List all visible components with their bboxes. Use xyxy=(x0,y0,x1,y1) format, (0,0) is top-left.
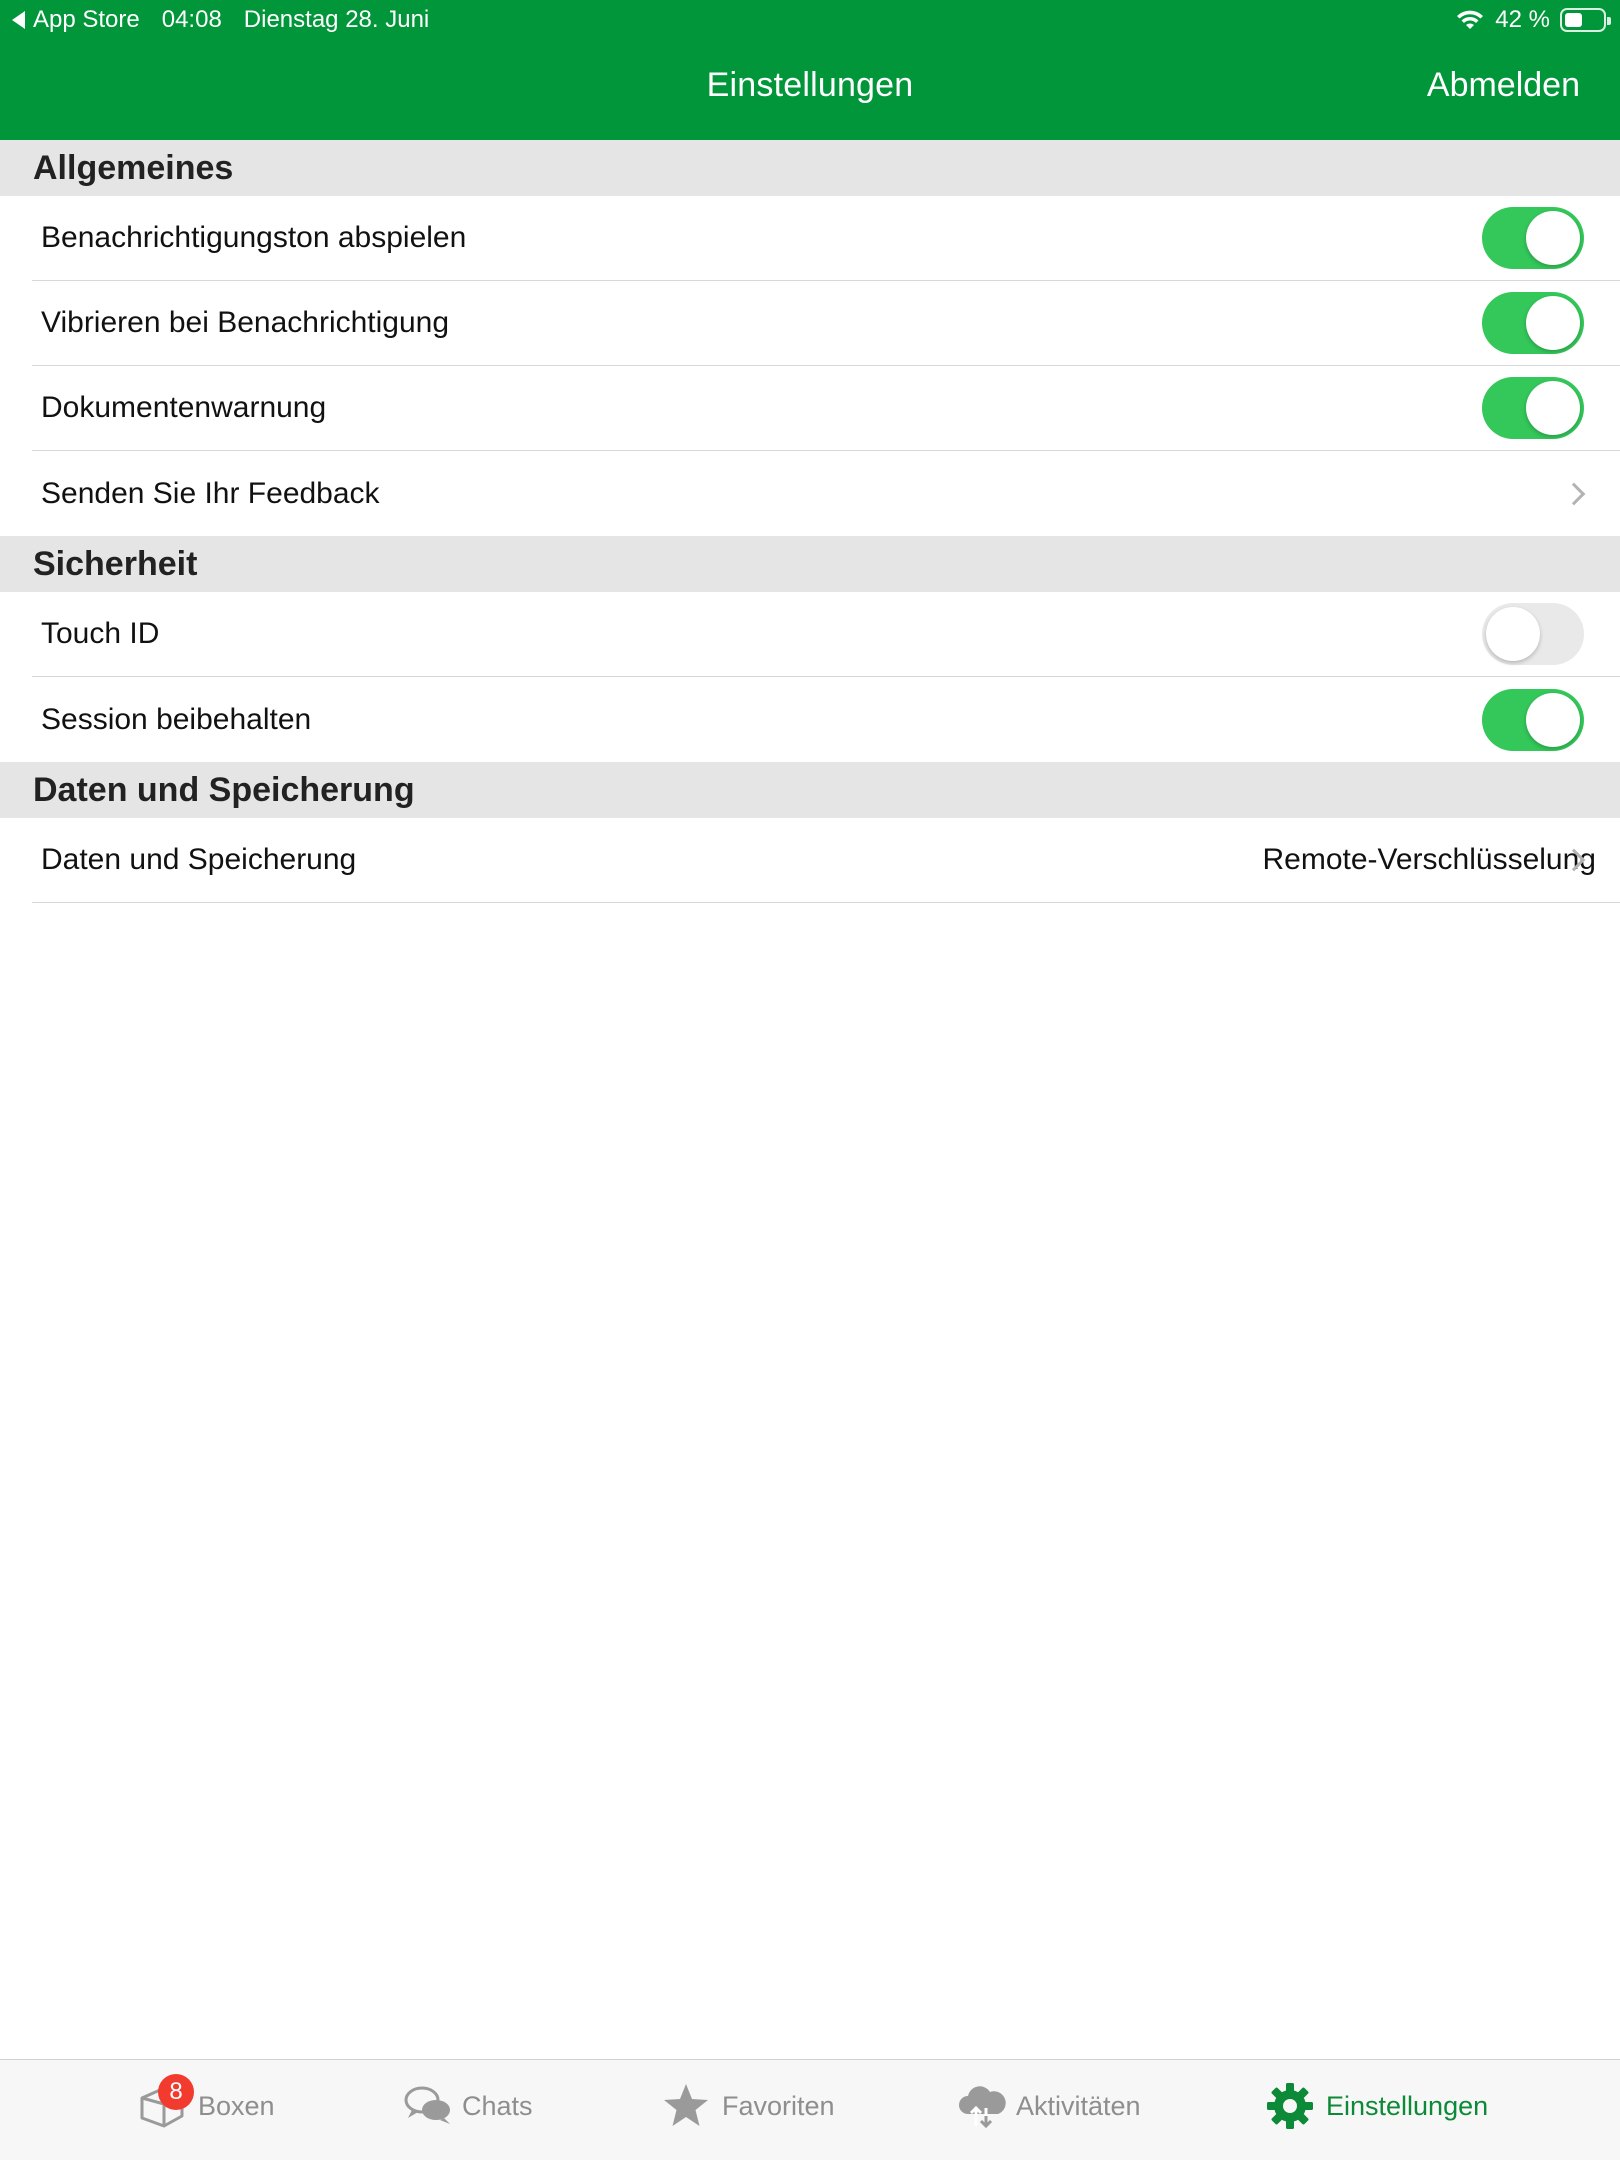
row-vibrate[interactable] xyxy=(32,281,1620,366)
tab-chats[interactable] xyxy=(402,2082,533,2130)
row-notification-sound[interactable] xyxy=(32,196,1620,281)
back-triangle-icon xyxy=(12,11,25,29)
tab-label: Chats xyxy=(462,2090,533,2121)
wifi-icon xyxy=(1455,9,1485,31)
tab-boxen[interactable] xyxy=(138,2078,275,2130)
status-bar xyxy=(0,0,1620,40)
row-data-storage[interactable] xyxy=(32,818,1620,903)
top-bar xyxy=(0,0,1620,140)
tab-bar xyxy=(0,2059,1620,2160)
row-send-feedback[interactable] xyxy=(32,451,1620,536)
document-warning-toggle[interactable] xyxy=(1482,377,1584,439)
row-label: Vibrieren bei Benachrichtigung xyxy=(41,306,450,339)
chat-bubbles-icon xyxy=(402,2082,454,2130)
row-document-warning[interactable] xyxy=(32,366,1620,451)
gear-icon xyxy=(1266,2082,1314,2130)
tab-label: Aktivitäten xyxy=(1016,2090,1141,2121)
vibrate-toggle[interactable] xyxy=(1482,292,1584,354)
battery-icon xyxy=(1560,8,1606,32)
row-label: Dokumentenwarnung xyxy=(41,391,327,424)
tab-label: Einstellungen xyxy=(1326,2090,1489,2121)
logout-button[interactable]: Abmelden xyxy=(1426,66,1580,104)
badge-count: 8 xyxy=(158,2074,194,2110)
row-label: Session beibehalten xyxy=(41,702,312,736)
tab-aktivitaeten[interactable] xyxy=(956,2082,1141,2130)
row-keep-session[interactable] xyxy=(32,677,1620,762)
battery-percent: 42 % xyxy=(1495,6,1550,33)
back-to-app-store[interactable] xyxy=(12,6,140,34)
settings-list xyxy=(0,140,1620,903)
tab-einstellungen[interactable] xyxy=(1266,2082,1488,2130)
star-icon xyxy=(662,2082,710,2130)
page-title: Einstellungen xyxy=(706,66,914,104)
status-time: 04:08 xyxy=(161,6,222,33)
section-header-general: Allgemeines xyxy=(0,140,1620,196)
notification-sound-toggle[interactable] xyxy=(1482,207,1584,269)
row-label: Touch ID xyxy=(41,617,160,650)
tab-favoriten[interactable] xyxy=(662,2082,835,2130)
section-header-security: Sicherheit xyxy=(0,536,1620,592)
back-label: App Store xyxy=(33,6,140,33)
row-label: Daten und Speicherung xyxy=(41,843,357,876)
touch-id-toggle[interactable] xyxy=(1482,603,1584,665)
cloud-sync-icon xyxy=(956,2082,1008,2130)
keep-session-toggle[interactable] xyxy=(1482,689,1584,751)
row-touch-id[interactable] xyxy=(32,592,1620,677)
row-value: Remote-Verschlüsselung xyxy=(1262,843,1596,876)
status-date: Dienstag 28. Juni xyxy=(243,6,430,33)
row-label: Senden Sie Ihr Feedback xyxy=(41,476,380,510)
tab-label: Boxen xyxy=(198,2090,275,2121)
row-label: Benachrichtigungston abspielen xyxy=(41,221,467,254)
tab-label: Favoriten xyxy=(722,2090,835,2121)
section-header-data: Daten und Speicherung xyxy=(0,762,1620,818)
